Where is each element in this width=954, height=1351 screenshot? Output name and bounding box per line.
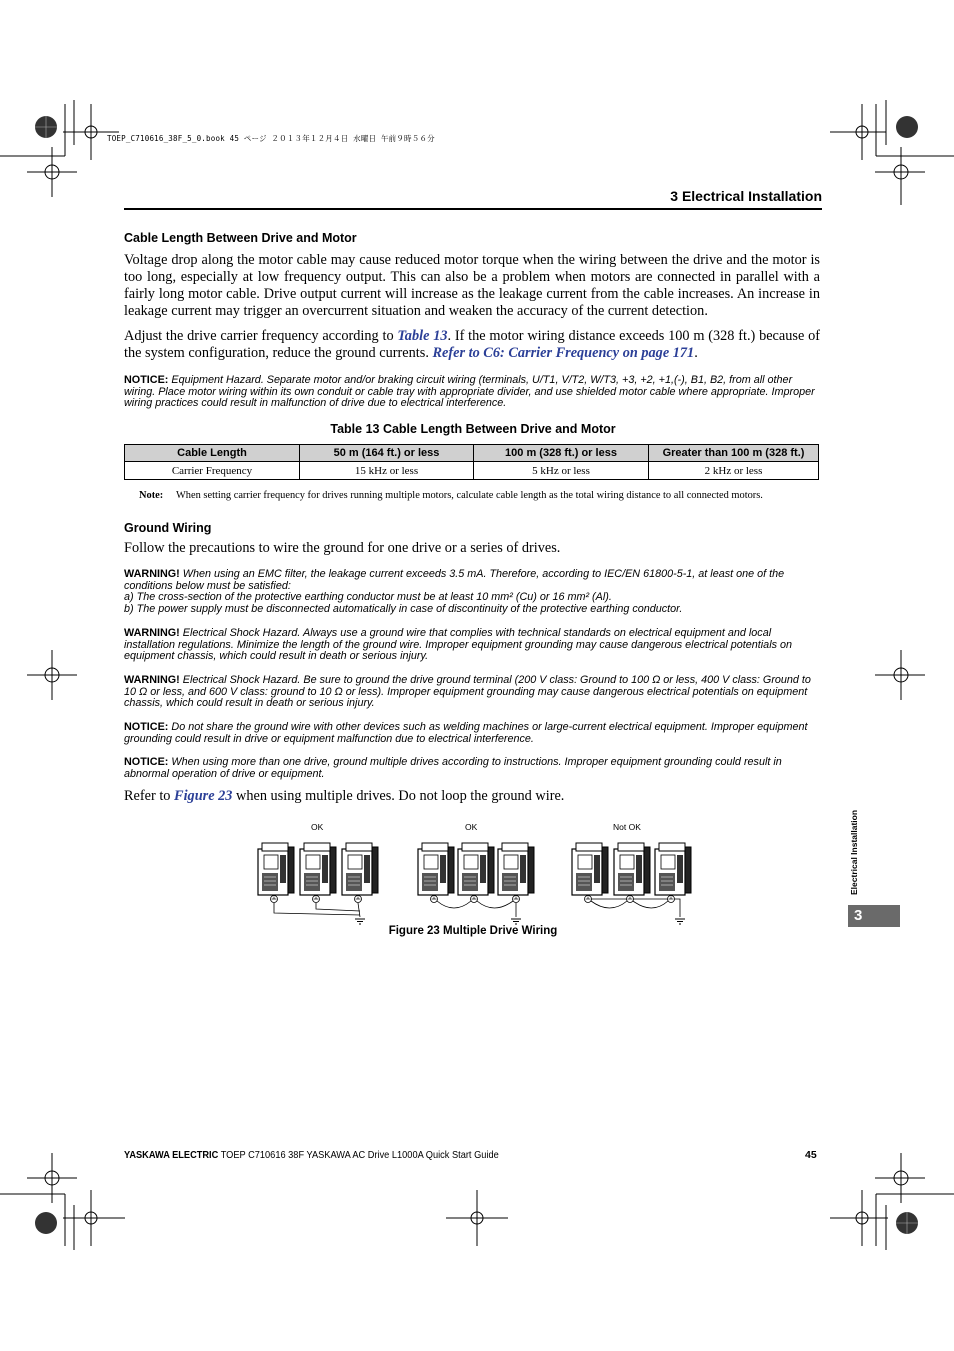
warning-emc-filter [124, 569, 822, 615]
figure23-link[interactable]: Figure 23 [174, 788, 233, 804]
table-cell: Carrier Frequency [125, 462, 300, 480]
figure-label-ok-2: OK [465, 822, 478, 832]
notice-label: NOTICE: [124, 756, 169, 768]
ground-wiring-heading: Ground Wiring [124, 521, 212, 535]
warning-ground-wire [124, 628, 822, 663]
table13-caption: Table 13 Cable Length Between Drive and Motor [330, 422, 616, 436]
warning-condition-b: b) The power supply must be disconnected automatically in case of discontinuity of the protective earthing conductor. [124, 602, 683, 615]
refer-text-pre: Refer to [124, 788, 175, 804]
drive-unit [572, 843, 608, 895]
notice-label: NOTICE: [124, 721, 169, 733]
drive-unit [655, 843, 691, 895]
drive-unit [498, 843, 534, 895]
drive-unit [458, 843, 494, 895]
chapter-tab[interactable]: 3 [848, 905, 900, 927]
figure-label-ok-1: OK [311, 822, 324, 832]
warning-label: WARNING! [124, 627, 180, 639]
warning-label: WARNING! [124, 568, 180, 580]
notice-text: When using more than one drive, ground multiple drives according to instructions. Improper equipment grounding could result in abnormal operation of drive or equipment. [124, 756, 782, 780]
warning-label: WARNING! [124, 674, 180, 686]
refer-text-post: when using multiple drives. Do not loop the ground wire. [232, 788, 565, 804]
drive-unit [300, 843, 336, 895]
notice-multiple-drives [124, 757, 822, 780]
footer-brand: YASKAWA ELECTRIC [124, 1149, 219, 1161]
cable-paragraph-1: Voltage drop along the motor cable may cause reduced motor torque when the wiring between the drive and the motor is too long, especially at low frequency output. This can also be a problem when motors are connected in parallel with a fairly long motor cable. Drive output current will increase as the leakage current from the cable increases. An increase in leakage current may trigger an overcurrent situation and weaken the accuracy of the current detection. [124, 252, 820, 319]
warning-text: When using an EMC filter, the leakage current exceeds 3.5 mA. Therefore, according to IEC/EN 61800-5-1, at least one of the conditions below must be satisfied: [124, 568, 785, 592]
table-header-row [125, 445, 819, 462]
table-row [125, 462, 819, 480]
note-text: When setting carrier frequency for drives running multiple motors, calculate cable length as the total wiring distance to all connected motors. [176, 490, 763, 501]
footer [124, 1149, 499, 1161]
drive-unit [258, 843, 294, 895]
para2-text-post: . [694, 345, 698, 361]
cable-length-table [124, 444, 819, 480]
table-header-cell: Cable Length [125, 445, 300, 462]
section-title: 3 Electrical Installation [670, 188, 822, 204]
warning-text: Electrical Shock Hazard. Be sure to ground the drive ground terminal (200 V class: Ground to 100 Ω or less, 400 V class: Ground to 10 Ω or less, and 600 V class: ground to 10 Ω or less). Improper equipment grounding may cause dangerous electrical potentials on equipment chassis, which could result in death or serious injury. [124, 674, 811, 710]
drive-unit [614, 843, 650, 895]
table-header-cell: Greater than 100 m (328 ft.) [649, 445, 819, 462]
c6-carrier-frequency-link[interactable]: Refer to C6: Carrier Frequency on page 171 [432, 345, 695, 361]
side-tab-label: Electrical Installation [849, 809, 859, 895]
table-cell: 15 kHz or less [300, 462, 474, 480]
para2-text-pre: Adjust the drive carrier frequency according to [124, 328, 398, 344]
print-info-line: TOEP_C710616_38F_5_0.book 45 ページ ２０１３年１２月４日 水曜日 午前９時５６分 [107, 134, 435, 143]
table-cell: 2 kHz or less [649, 462, 819, 480]
page-number: 45 [805, 1149, 817, 1161]
multiple-drive-wiring-diagram [250, 835, 700, 925]
table-header-cell: 100 m (328 ft.) or less [474, 445, 649, 462]
drive-unit [342, 843, 378, 895]
para2-text-mid: . If the motor wiring distance exceeds 100 m (328 ft.) because of the system configuration, reduce the ground currents. [124, 328, 821, 361]
table-header-cell: 50 m (164 ft.) or less [300, 445, 474, 462]
warning-text: Electrical Shock Hazard. Always use a ground wire that complies with technical standards on electrical equipment and local installation regulations. Minimize the length of the ground wire. Improper equipment grounding may cause dangerous electrical potentials on equipment chassis, which could result in death or serious injury. [124, 627, 792, 663]
warning-ground-terminal [124, 675, 822, 710]
cable-paragraph-2 [124, 328, 820, 362]
refer-figure-paragraph [124, 788, 820, 805]
table-cell: 5 kHz or less [474, 462, 649, 480]
figure-label-not-ok: Not OK [613, 822, 641, 832]
notice-text: Do not share the ground wire with other devices such as welding machines or large-current electrical equipment. Improper equipment grounding could result in drive or equipment malfunction due to electrical interference. [124, 721, 808, 745]
notice-label: NOTICE: [124, 374, 169, 386]
header-rule [124, 208, 822, 210]
note-label: Note: [139, 490, 164, 501]
notice-equipment-hazard [124, 375, 822, 410]
drive-unit [418, 843, 454, 895]
footer-doc: TOEP C710616 38F YASKAWA AC Drive L1000A Quick Start Guide [218, 1149, 499, 1161]
table13-link[interactable]: Table 13 [397, 328, 448, 344]
notice-text: Equipment Hazard. Separate motor and/or braking circuit wiring (terminals, U/T1, V/T2, W/T3, +3, +2, +1,(-), B1, B2, from all other wiring. Place motor wiring within its own conduit or cable tray with appropriate divider, and use shielded motor cable where appropriate. Improper wiring practices could result in malfunction of drive due to electrical interference. [124, 374, 815, 410]
figure23-caption: Figure 23 Multiple Drive Wiring [388, 925, 558, 937]
warning-condition-a: a) The cross-section of the protective earthing conductor must be at least 10 mm² (Cu) or 16 mm² (Al). [124, 591, 612, 604]
cable-length-heading: Cable Length Between Drive and Motor [124, 231, 357, 245]
ground-intro: Follow the precautions to wire the ground for one drive or a series of drives. [124, 540, 561, 556]
notice-shared-ground [124, 722, 822, 745]
